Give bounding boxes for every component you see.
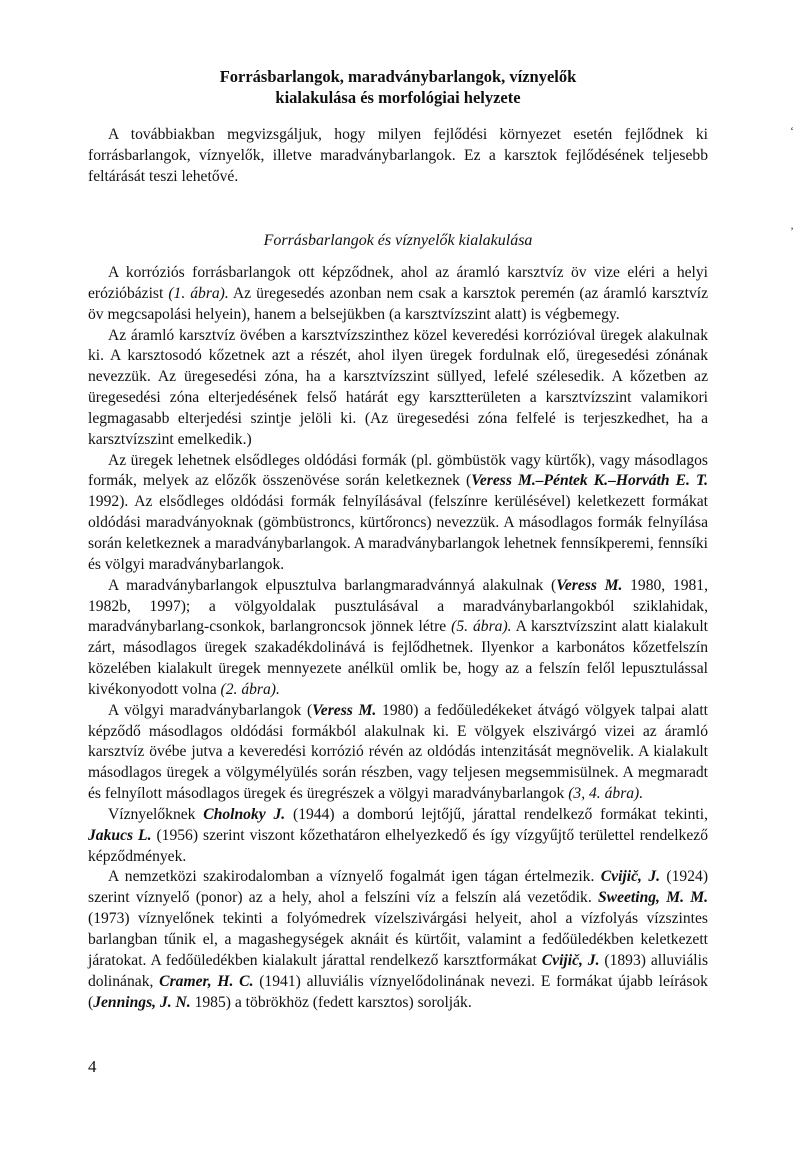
text: 1992). Az elsődleges oldódási formák felnyílásával (felszínre kerülésével) keletkezett formákat oldódási maradványoknak (gömbüstroncs, kürtőroncs) nevezzük. A másodlagos formák felnyílása során keletkeznek a maradványbarlangok. A maradványbarlangok lehetnek fennsíkperemi, fennsíki és völgyi maradványbarlangok. <box>88 493 708 573</box>
page-number: 4 <box>88 1057 97 1076</box>
figure-reference: (3, 4. ábra). <box>568 785 644 803</box>
text: 1985) a töbrökhöz (fedett karsztos) sorolják. <box>190 993 472 1011</box>
paragraph <box>88 576 708 701</box>
author-citation: Cvijič, J. <box>600 868 661 886</box>
author-citation: Veress M. <box>556 576 623 594</box>
author-citation: Sweeting, M. M. <box>598 889 708 907</box>
paragraph <box>88 326 708 451</box>
text: Az üregesedés azonban nem csak a karsztok peremén (az áramló karsztvíz öv megcsapolási helyein), hanem a belsejükben (a karsztvízszint alatt) is végbemegy. <box>88 284 708 323</box>
text: (1893) alluviális dolinának, <box>88 951 709 990</box>
margin-mark: ’ <box>790 224 794 238</box>
section-subtitle: Forrásbarlangok és víznyelők kialakulása <box>263 232 533 249</box>
main-section <box>88 263 708 1013</box>
text: (1973) víznyelőnek tekinti a folyómedrek vízelszivárgási helyeit, ahol a vízfolyás vízszintes barlangban tűnik el, a magashegységek aknáit és kürtőit, valamint a fedőüledékben keletkezett járatokat. A fedőüledékben kialakult járattal rendelkező karsztformákat <box>88 910 708 969</box>
author-citation: Jakucs L. <box>88 826 152 844</box>
text: (1944) a domború lejtőjű, járattal rendelkező formákat tekinti, <box>285 805 708 823</box>
intro-section <box>88 125 708 188</box>
text: (1924) szerint víznyelő (ponor) az a hely, ahol a felszíni víz a felszín alá vezetődik. <box>88 868 709 907</box>
figure-reference: (1. ábra). <box>168 284 229 302</box>
text: A korróziós forrásbarlangok ott képződnek, ahol az áramló karsztvíz öv vize eléri a helyi erózióbázist <box>88 264 708 302</box>
text: A völgyi maradványbarlangok ( <box>108 701 313 719</box>
paragraph <box>88 701 708 805</box>
text: Víznyelőknek <box>108 805 204 823</box>
author-citation: Cvijič, J. <box>541 951 600 969</box>
text: (1941) alluviális víznyelődolinának nevezi. E formákat újabb leírások ( <box>88 972 708 1011</box>
text: A nemzetközi szakirodalomban a víznyelő fogalmát igen tágan értelmezik. <box>108 868 601 886</box>
text: 1980) a fedőüledékeket átvágó völgyek talpai alatt képződő másodlagos oldódási formákból alakulnak ki. E völgyek elszivárgó vizei az áramló karsztvíz övébe jutva a keveredési korrózió révén az oldódás intenzitását megnövelik. A kialakult másodlagos üregek a völgymélyülés során részben, vagy teljesen megsemmisülnek. A megmaradt és felnyílott másodlagos üregek és üregrészek a völgyi maradványbarlangok <box>88 701 708 803</box>
paragraph <box>88 805 708 868</box>
text: Az áramló karsztvíz övében a karsztvízszinthez közel keveredési korrózióval üregek alakulnak ki. A karsztosodó kőzetnek azt a részét, ahol ilyen üregek fordulnak elő, üregesedési zónának nevezzük. Az üregesedési zóna, ha a karsztvízszint süllyed, lefelé szélesedik. A kőzetben az üregesedési zóna elterjedésének felső határát egy karsztterületen a karsztvízszint valamikori legmagasabb elterjedési szintje jelöli ki. (Az üregesedési zóna felfelé is terjeszkedhet, ha a karsztvízszint emelkedik.) <box>88 326 708 448</box>
paragraph <box>88 263 708 326</box>
author-citation: Veress M.–Péntek K.–Horváth E. T. <box>471 472 708 490</box>
author-citation: Jennings, J. N. <box>93 993 191 1011</box>
author-citation: Veress M. <box>312 701 377 719</box>
page-title <box>88 66 708 108</box>
text: A maradványbarlangok elpusztulva barlangmaradvánnyá alakulnak ( <box>108 576 557 594</box>
author-citation: Cholnoky J. <box>203 805 286 823</box>
figure-reference: (2. ábra). <box>220 680 280 698</box>
intro-paragraph: A továbbiakban megvizsgáljuk, hogy milyen fejlődési környezet esetén fejlődnek ki forrásbarlangok, víznyelők, illetve maradványbarlangok. Ez a karsztok fejlődésének teljesebb feltárását teszi lehetővé. <box>88 126 708 185</box>
margin-mark: ‘ <box>790 124 794 138</box>
figure-reference: (5. ábra). <box>451 618 512 636</box>
title-line: Forrásbarlangok, maradványbarlangok, víznyelők <box>219 67 577 86</box>
text: (1956) szerint viszont kőzethatáron elhelyezkedő és így vízgyűjtő területtel rendelkező képződmények. <box>88 826 708 865</box>
paragraph <box>88 867 708 1013</box>
paragraph <box>88 451 708 576</box>
author-citation: Cramer, H. C. <box>159 972 254 990</box>
title-line: kialakulása és morfológiai helyzete <box>275 88 521 107</box>
text: 1980, 1981, 1982b, 1997); a völgyoldalak pusztulásával a maradványbarlangokból sziklahidak, maradványbarlang-csonkok, barlangroncsok jönnek létre <box>88 576 708 636</box>
text: Az üregek lehetnek elsődleges oldódási formák (pl. gömbüstök vagy kürtők), vagy másodlagos formák, melyek az előzők összenövése során keletkeznek ( <box>88 451 708 490</box>
text: A karsztvízszint alatt kialakult zárt, másodlagos üregek szakadékdolinává is fejlődhetnek. Ilyenkor a karbonátos kőzetfelszín közelében kialakult üregek mennyezete anélkül omlik be, hogy az a felszín felől lepusztulással kivékonyodott volna <box>88 618 708 698</box>
